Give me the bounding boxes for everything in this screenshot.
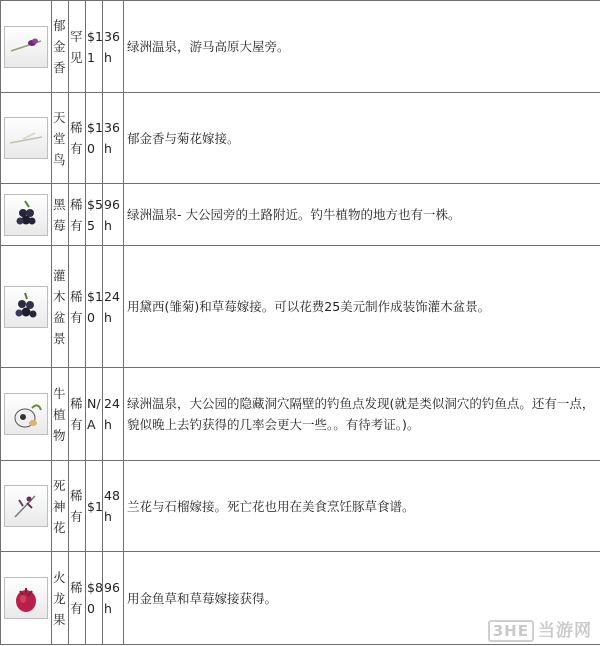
- item-name: 郁金香: [52, 1, 69, 93]
- image-cell: [1, 93, 52, 184]
- item-price: $55: [86, 184, 103, 246]
- item-rarity: 稀有: [69, 552, 86, 645]
- item-description: 郁金香与菊花嫁接。: [124, 93, 600, 184]
- tulip-icon: [4, 26, 48, 68]
- item-time: 96h: [103, 552, 124, 645]
- blackberry-icon: [4, 194, 48, 236]
- table-row: [1, 184, 600, 246]
- item-price: $10: [86, 246, 103, 368]
- shrub-icon: [4, 286, 48, 328]
- item-rarity: 稀有: [69, 246, 86, 368]
- item-description: 绿洲温泉，游马高原大屋旁。: [124, 1, 600, 93]
- item-price: $10: [86, 93, 103, 184]
- item-description: 用黛西(雏菊)和草莓嫁接。可以花费25美元制作成装饰灌木盆景。: [124, 246, 600, 368]
- item-rarity: 稀有: [69, 184, 86, 246]
- item-description: 用金鱼草和草莓嫁接获得。: [124, 552, 600, 645]
- item-rarity: 稀有: [69, 461, 86, 552]
- item-name: 火龙果: [52, 552, 69, 645]
- item-price: $80: [86, 552, 103, 645]
- watermark-logo: 3HE: [488, 620, 534, 642]
- item-rarity: 稀有: [69, 93, 86, 184]
- image-cell: [1, 368, 52, 461]
- image-cell: [1, 461, 52, 552]
- item-time: 24h: [103, 368, 124, 461]
- item-description: 兰花与石榴嫁接。死亡花也用在美食烹饪豚草食谱。: [124, 461, 600, 552]
- table-row: [1, 93, 600, 184]
- item-name: 死神花: [52, 461, 69, 552]
- item-name: 牛植物: [52, 368, 69, 461]
- item-name: 天堂鸟: [52, 93, 69, 184]
- item-price: $1: [86, 461, 103, 552]
- death-flower-icon: [4, 485, 48, 527]
- watermark-text: 当游网: [538, 621, 592, 641]
- item-time: 96h: [103, 184, 124, 246]
- item-price: N/A: [86, 368, 103, 461]
- item-time: 24h: [103, 246, 124, 368]
- item-name: 黑莓: [52, 184, 69, 246]
- item-rarity: 罕见: [69, 1, 86, 93]
- item-time: 48h: [103, 461, 124, 552]
- dragon-fruit-icon: [4, 577, 48, 619]
- image-cell: [1, 1, 52, 93]
- item-description: 绿洲温泉- 大公园旁的土路附近。钓牛植物的地方也有一株。: [124, 184, 600, 246]
- image-cell: [1, 552, 52, 645]
- bird-of-paradise-icon: [4, 117, 48, 159]
- image-cell: [1, 246, 52, 368]
- item-time: 36h: [103, 93, 124, 184]
- item-rarity: 稀有: [69, 368, 86, 461]
- cow-plant-icon: [4, 393, 48, 435]
- watermark: [488, 616, 592, 642]
- item-description: 绿洲温泉，大公园的隐藏洞穴隔壁的钓鱼点发现(就是类似洞穴的钓鱼点。还有一点，貌似晚上去钓获得的几率会更大一些。。有待考证。)。: [124, 368, 600, 461]
- item-name: 灌木盆景: [52, 246, 69, 368]
- item-time: 36h: [103, 1, 124, 93]
- table-row: [1, 246, 600, 368]
- table-row: [1, 461, 600, 552]
- item-price: $11: [86, 1, 103, 93]
- table-row: [1, 1, 600, 93]
- image-cell: [1, 184, 52, 246]
- table-row: [1, 368, 600, 461]
